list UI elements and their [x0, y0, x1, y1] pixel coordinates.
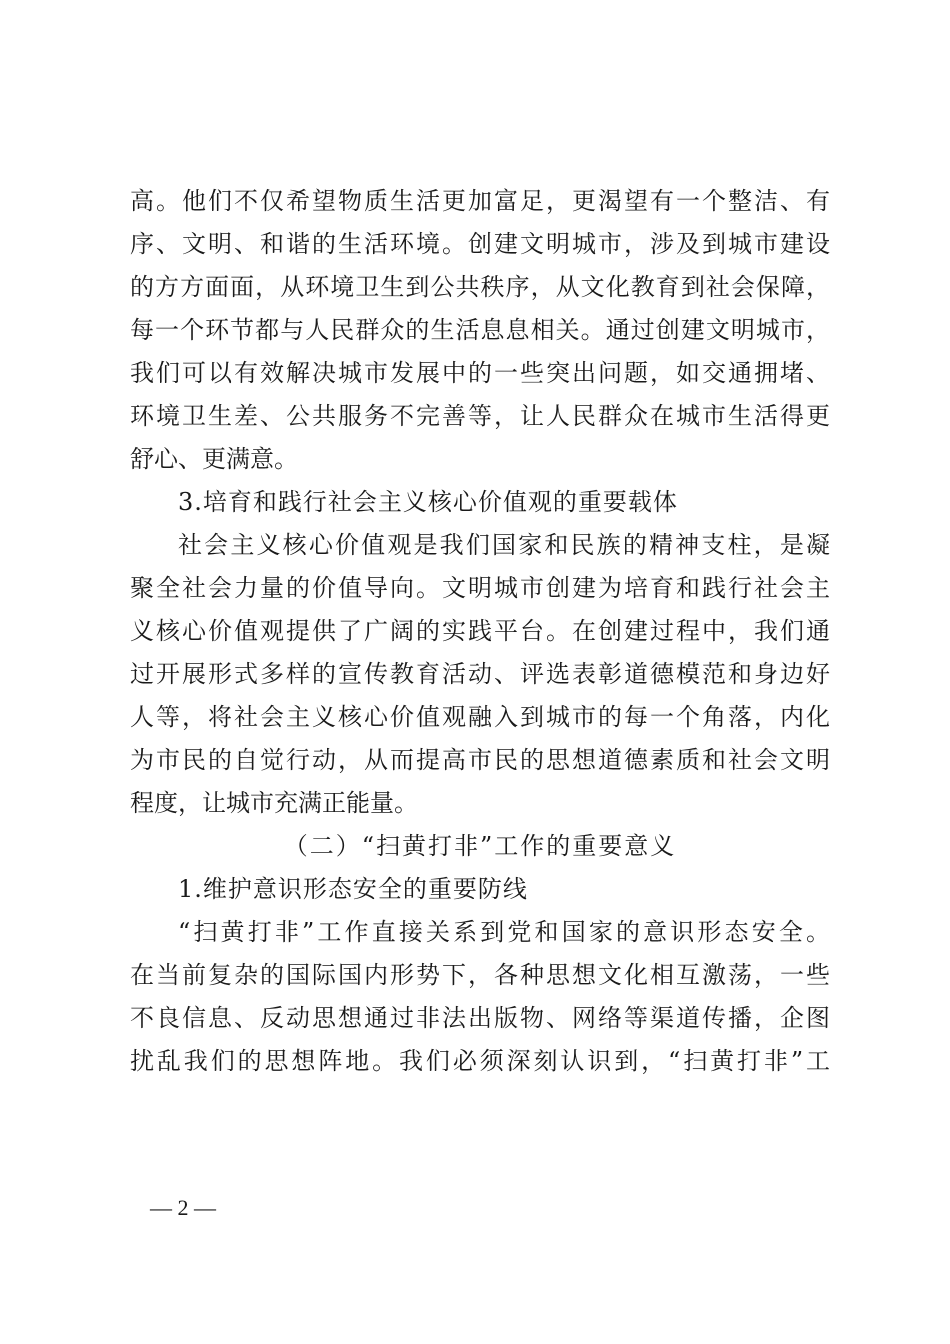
text-line: “扫黄打非”工作直接关系到党和国家的意识形态安全。 — [178, 918, 830, 946]
text-line: 我们可以有效解决城市发展中的一些突出问题，如交通拥堵、 — [130, 359, 830, 387]
text-line: 社会主义核心价值观是我们国家和民族的精神支柱，是凝 — [178, 531, 830, 559]
text-line: 人等，将社会主义核心价值观融入到城市的每一个角落，内化 — [130, 703, 830, 731]
page-number: — 2 — — [150, 1195, 216, 1220]
text-line: 在当前复杂的国际国内形势下，各种思想文化相互激荡，一些 — [130, 961, 830, 989]
text-line: 扰乱我们的思想阵地。我们必须深刻认识到，“扫黄打非”工 — [130, 1047, 830, 1075]
text-line: 过开展形式多样的宣传教育活动、评选表彰道德模范和身边好 — [130, 660, 830, 688]
text-line: 舒心、更满意。 — [130, 445, 298, 473]
text-line: 的方方面面，从环境卫生到公共秩序，从文化教育到社会保障， — [130, 273, 830, 301]
paragraph — [130, 524, 830, 825]
text-line: 程度，让城市充满正能量。 — [130, 789, 418, 817]
text-line: 高。他们不仅希望物质生活更加富足，更渴望有一个整洁、有 — [130, 187, 830, 215]
text-line: 不良信息、反动思想通过非法出版物、网络等渠道传播，企图 — [130, 1004, 830, 1032]
subheading: 3.培育和践行社会主义核心价值观的重要载体 — [178, 488, 678, 516]
text-line: 为市民的自觉行动，从而提高市民的思想道德素质和社会文明 — [130, 746, 830, 774]
text-line: 每一个环节都与人民群众的生活息息相关。通过创建文明城市， — [130, 316, 830, 344]
paragraph — [130, 180, 830, 481]
subheading: 1.维护意识形态安全的重要防线 — [178, 875, 528, 903]
section-heading: （二）“扫黄打非”工作的重要意义 — [283, 832, 677, 860]
text-line: 聚全社会力量的价值导向。文明城市创建为培育和践行社会主 — [130, 574, 830, 602]
text-line: 环境卫生差、公共服务不完善等，让人民群众在城市生活得更 — [130, 402, 830, 430]
text-line: 序、文明、和谐的生活环境。创建文明城市，涉及到城市建设 — [130, 230, 830, 258]
paragraph — [130, 911, 830, 1083]
text-line: 义核心价值观提供了广阔的实践平台。在创建过程中，我们通 — [130, 617, 830, 645]
body-text — [130, 180, 830, 1083]
